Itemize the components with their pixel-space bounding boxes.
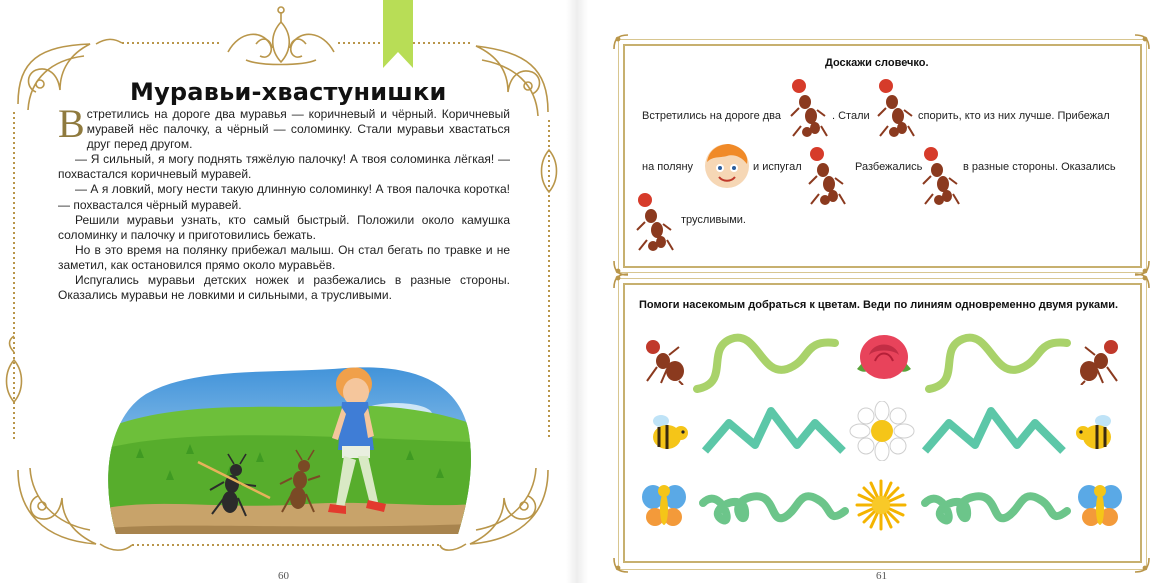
box1-text-line3: трусливыми.: [681, 214, 746, 226]
box1-title: Доскажи словечко.: [825, 57, 929, 69]
zigzag-trace-line-1: [699, 403, 849, 459]
loopy-trace-line-2: [921, 481, 1071, 533]
ant-pair-icon-3: [805, 138, 847, 210]
box2-corner-bl: [612, 556, 630, 574]
box2-title: Помоги насекомым добраться к цветам. Веди по линиям одновременно двумя руками.: [639, 299, 1119, 311]
ant-pair-icon-2: [874, 70, 916, 142]
ant-pair-icon-4: [919, 138, 961, 210]
ant-pair-icon: [787, 70, 829, 142]
trace-lines-box: [623, 283, 1142, 563]
story-paragraph-2: — Я сильный, я могу поднять тяжёлую палочку! А твоя соломинка лёгкая! — похвастался коричневый муравей.: [58, 152, 510, 182]
box1-text-line2-d: в разные стороны. Оказались: [963, 161, 1116, 173]
box1-text-line1-c: спорить, кто из них лучше. Прибежал: [918, 110, 1110, 122]
page-number-left: 60: [278, 570, 289, 582]
story-paragraph-3: — А я ловкий, могу нести такую длинную соломинку! А твоя палочка коротка! — похвастался чёрный муравей.: [58, 182, 510, 212]
ant-pair-icon-5: [633, 184, 675, 256]
loopy-trace-line-1: [699, 481, 849, 533]
box2-corner-tr: [1133, 272, 1151, 290]
bee-icon-right: [1075, 413, 1121, 453]
ant-icon-left: [643, 337, 687, 385]
box1-corner-tl: [612, 33, 630, 51]
page-number-right: 61: [876, 570, 887, 582]
bee-icon-left: [643, 413, 689, 453]
boy-face-icon: [703, 142, 751, 190]
right-page: [576, 0, 1152, 583]
box1-text-line2-a: на поляну: [642, 161, 694, 173]
ant-icon-right: [1077, 337, 1121, 385]
story-paragraph-4: Решили муравьи узнать, кто самый быстрый. Положили около камушка соломинку и палочку и приготовились бежать.: [58, 212, 510, 242]
box1-text-line2-b: и испугал: [753, 161, 802, 173]
fill-in-word-box: [623, 44, 1142, 268]
story-paragraph-1: [58, 101, 510, 152]
story-illustration: [106, 358, 472, 534]
box2-corner-br: [1133, 556, 1151, 574]
story-paragraph-5: Но в это время на полянку прибежал малыш. Он стал бегать по травке и не заметил, как остановился прямо около муравьёв.: [58, 242, 510, 272]
zigzag-trace-line-2: [919, 403, 1069, 459]
box1-text-line1-a: Встретились на дороге два: [642, 110, 781, 122]
box2-corner-tl: [612, 272, 630, 290]
butterfly-icon-right: [1077, 481, 1123, 529]
bookmark-ribbon: [383, 0, 413, 68]
story-text: [58, 101, 510, 303]
box1-text-line2-c: Разбежались: [855, 161, 923, 173]
rose-icon: [851, 329, 917, 387]
story-title: Муравьи-хвастунишки: [130, 78, 447, 106]
wavy-trace-line-2: [923, 329, 1073, 395]
drop-cap: В: [58, 101, 85, 146]
dandelion-icon: [851, 477, 911, 533]
box1-corner-tr: [1133, 33, 1151, 51]
box1-text-line1-b: . Стали: [832, 110, 870, 122]
daisy-icon: [849, 401, 915, 461]
wavy-trace-line-1: [691, 329, 841, 395]
butterfly-icon-left: [641, 481, 687, 529]
story-paragraph-1-text: стретились на дороге два муравья — коричневый и чёрный. Коричневый муравей нёс палочку, а чёрный — соломинку. Стали муравьи хвастаться друг перед другом.: [86, 107, 510, 152]
story-paragraph-6: Испугались муравьи детских ножек и разбежались в разные стороны. Оказались муравьи не ловкими и сильными, а трусливыми.: [58, 273, 510, 303]
